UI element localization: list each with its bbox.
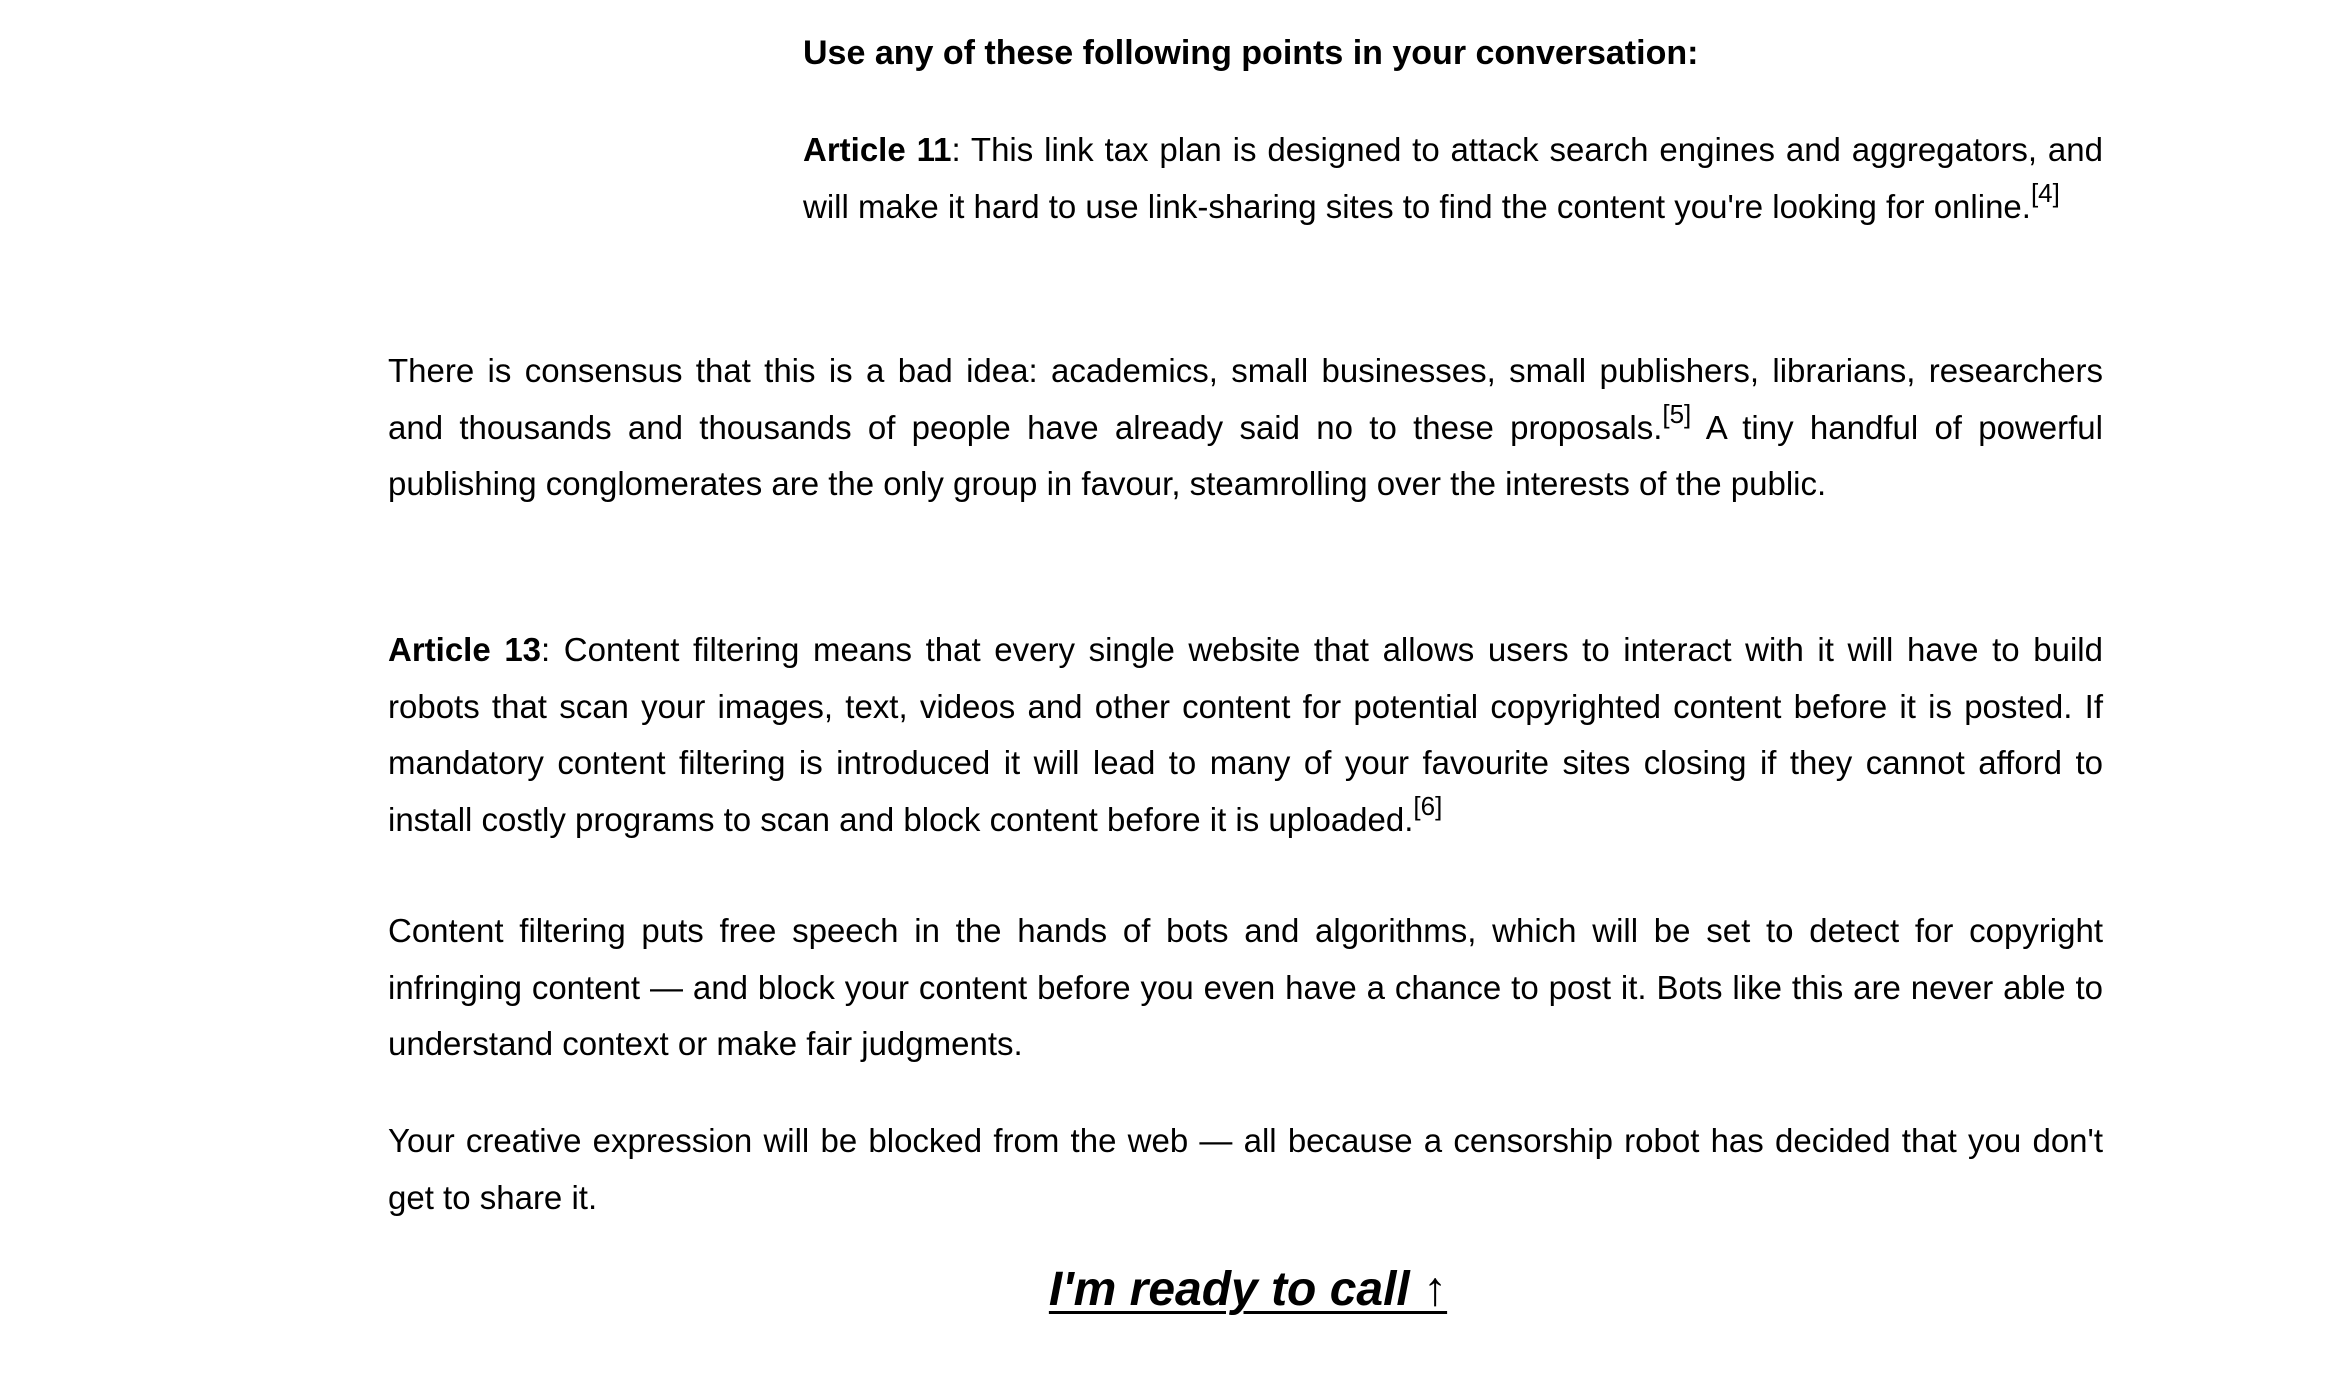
creative-expression-paragraph: Your creative expression will be blocked from the web — all because a censorship robot has decided that you don't get to share it. bbox=[388, 1122, 2103, 1216]
article-11-label: Article 11 bbox=[803, 131, 952, 168]
consensus-text-before: There is consensus that this is a bad idea: academics, small businesses, small publishers, librarians, researchers and thousands and thousands of people have already said no to these proposals. bbox=[388, 352, 2103, 446]
article-11-text: : This link tax plan is designed to attack search engines and aggregators, and will make it hard to use link-sharing sites to find the content you're looking for online. bbox=[803, 131, 2103, 225]
article-13-text: : Content filtering means that every single website that allows users to interact with it will have to build robots that scan your images, text, videos and other content for potential copyrighted content before it is posted. If mandatory content filtering is introduced it will lead to many of your favourite sites closing if they cannot afford to install costly programs to scan and block content before it is uploaded. bbox=[388, 631, 2103, 838]
section-heading: Use any of these following points in your conversation: bbox=[803, 34, 1699, 72]
footnote-ref-4[interactable]: [4] bbox=[2030, 177, 2060, 208]
article-13-paragraph bbox=[388, 622, 2103, 848]
article-13-label: Article 13 bbox=[388, 631, 542, 668]
consensus-text-after: A tiny handful of powerful publishing conglomerates are the only group in favour, steamrolling over the interests of the public. bbox=[388, 408, 2103, 502]
cta-container bbox=[0, 1262, 2328, 1317]
footnote-ref-6[interactable]: [6] bbox=[1413, 790, 1443, 821]
consensus-paragraph bbox=[388, 343, 2103, 513]
footnote-ref-5[interactable]: [5] bbox=[1662, 398, 1692, 429]
ready-to-call-link[interactable]: I'm ready to call ↑ bbox=[1048, 1263, 1448, 1316]
article-11-paragraph bbox=[803, 122, 2103, 235]
content-filtering-paragraph: Content filtering puts free speech in the hands of bots and algorithms, which will be set to detect for copyright infringing content — and block your content before you even have a chance to post it. Bots like this are never able to understand context or make fair judgments. bbox=[388, 912, 2103, 1062]
